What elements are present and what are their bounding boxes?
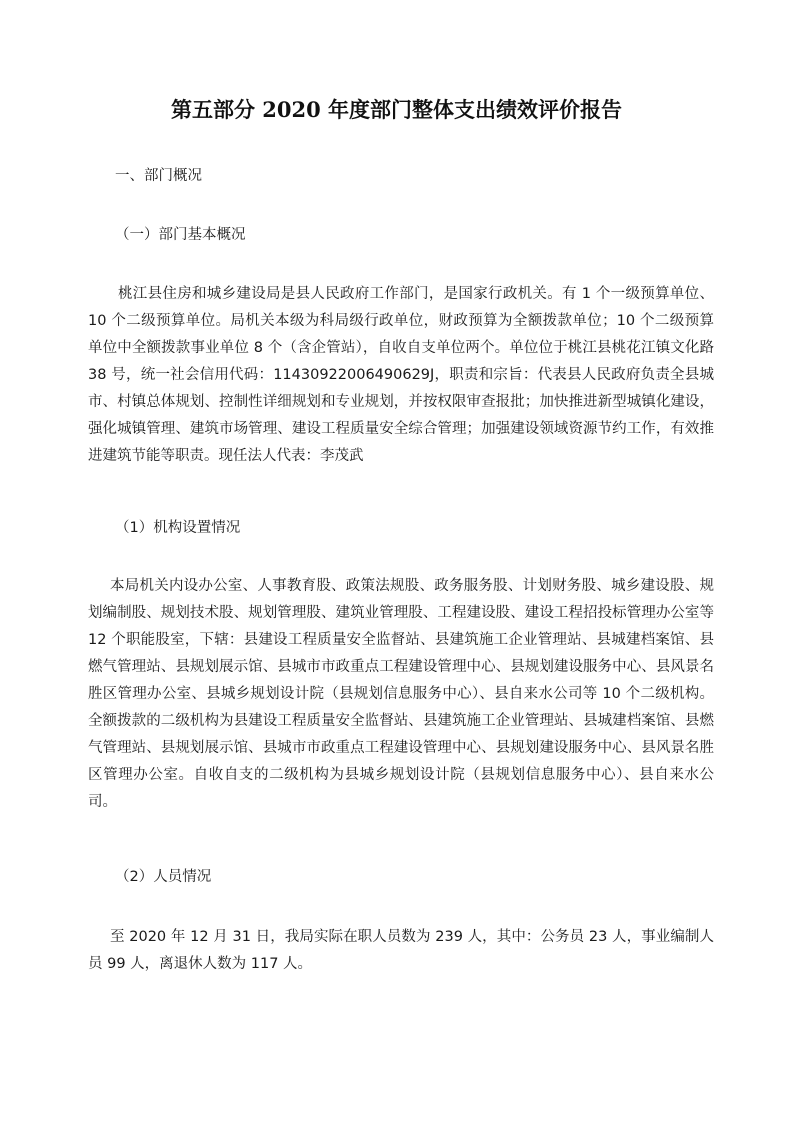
- heading-staff: （2）人员情况: [115, 869, 212, 885]
- page-title: 第五部分 2020 年度部门整体支出绩效评价报告: [170, 97, 623, 122]
- paragraph-overview: 桃江县住房和城乡建设局是县人民政府工作部门，是国家行政机关。有 1 个一级预算单位、10 个二级预算单位。局机关本级为科局级行政单位，财政预算为全额拨款单位；10 个二级预算单位中全额拨款事业单位 8 个（含企管站），自收自支单位两个。单位位于桃江县桃花江镇文化路 38 号，统一社会信用代码：11430922006490629J，职责和宗旨：代表县人民政府负责全县城市、村镇总体规划、控制性详细规划和专业规划，并按权限审查报批；加快推进新型城镇化建设，强化城镇管理、建筑市场管理、建设工程质量安全综合管理；加强建设领域资源节约工作，有效推进建筑节能等职责。现任法人代表：李茂武: [88, 286, 714, 464]
- paragraph-staff: 至 2020 年 12 月 31 日，我局实际在职人员数为 239 人，其中：公务员 23 人，事业编制人员 99 人，离退休人数为 117 人。: [88, 929, 714, 972]
- section-heading-overview: 一、部门概况: [115, 168, 202, 184]
- subsection-heading-basic: （一）部门基本概况: [115, 227, 246, 243]
- paragraph-org-setup: 本局机关内设办公室、人事教育股、政策法规股、政务服务股、计划财务股、城乡建设股、规划编制股、规划技术股、规划管理股、建筑业管理股、工程建设股、建设工程招投标管理办公室等 12 个职能股室，下辖：县建设工程质量安全监督站、县建筑施工企业管理站、县城建档案馆、县燃气管理站、县规划展示馆、县城市市政重点工程建设管理中心、县规划建设服务中心、县风景名胜区管理办公室、县城乡规划设计院（县规划信息服务中心）、县自来水公司等 10 个二级机构。全额拨款的二级机构为县建设工程质量安全监督站、县建筑施工企业管理站、县城建档案馆、县燃气管理站、县规划展示馆、县城市市政重点工程建设管理中心、县规划建设服务中心、县风景名胜区管理办公室。自收自支的二级机构为县城乡规划设计院（县规划信息服务中心）、县自来水公司。: [88, 578, 714, 810]
- heading-org-setup: （1）机构设置情况: [115, 520, 241, 536]
